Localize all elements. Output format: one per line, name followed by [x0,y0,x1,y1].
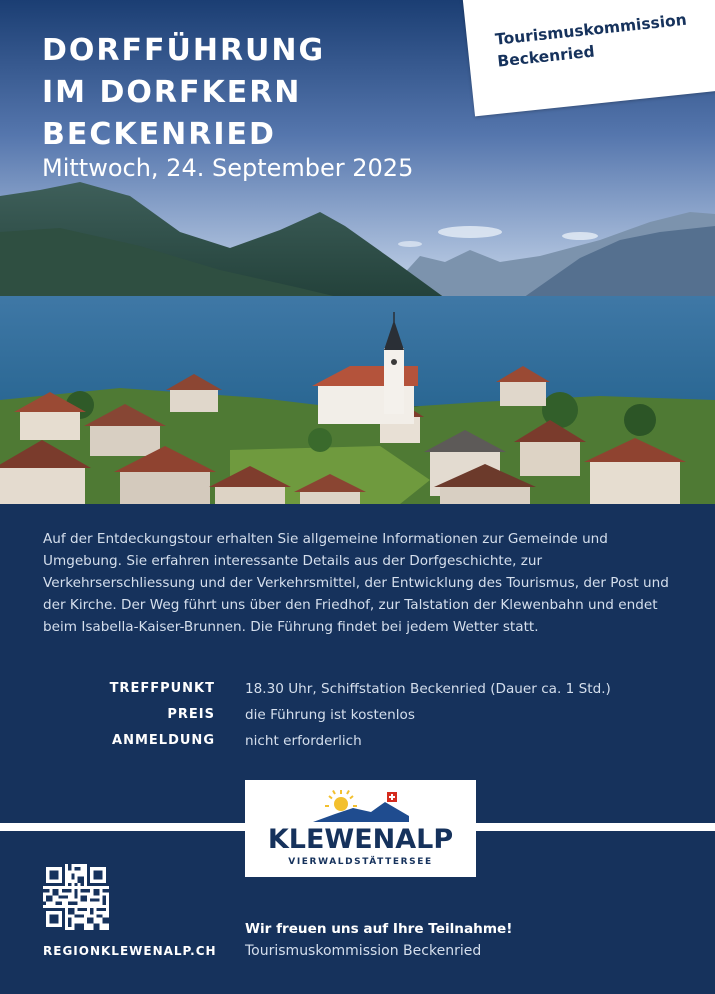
info-value: die Führung ist kostenlos [245,707,415,723]
organizer-tag-text [494,9,690,73]
organizer-tag-line-2: Beckenried [496,42,596,71]
event-date: Mittwoch, 24. September 2025 [42,154,414,182]
logo-subtitle: VIERWALDSTÄTTERSEE [288,857,433,867]
logo-graphic [313,786,409,826]
swiss-flag-icon [387,792,397,802]
event-title [42,30,325,156]
closing-message: Wir freuen uns auf Ihre Teilnahme! [245,921,513,937]
title-line-2: IM DORFKERN [42,75,302,110]
qr-code-icon[interactable] [43,864,109,930]
logo-wordmark: KLEWENALP [267,824,454,855]
event-info-table [0,676,715,754]
info-label: TREFFPUNKT [109,681,215,696]
info-value: nicht erforderlich [245,733,362,749]
website-link[interactable]: REGIONKLEWENALP.CH [43,944,217,958]
qr-code-graphic [43,864,109,930]
title-line-1: DORFFÜHRUNG [42,33,326,68]
organizer-signature: Tourismuskommission Beckenried [245,943,482,959]
info-row-meeting-point [0,676,715,702]
info-label: PREIS [167,707,215,722]
event-description: Auf der Entdeckungstour erhalten Sie allgemeine Informationen zur Gemeinde und Umgebung. Sie erfahren interessante Details aus der Dorfgeschichte, zur Verkehrserschliessung und der Verkehrsmittel, der Entwicklung des Tourismus, der Post und der Kirche. Der Weg führt uns über den Friedhof, zur Talstation der Klewenbahn und endet beim Isabella-Kaiser-Brunnen. Die Führung findet bei jedem Wetter statt. [43,531,669,635]
sun-icon [325,790,357,811]
info-row-registration [0,728,715,754]
info-value: 18.30 Uhr, Schiffstation Beckenried (Dauer ca. 1 Std.) [245,681,611,697]
organizer-tag-line-1: Tourismuskommission [494,10,688,49]
info-label: ANMELDUNG [112,733,215,748]
klewenalp-logo [245,780,476,877]
title-line-3: BECKENRIED [42,117,276,152]
info-row-price [0,702,715,728]
